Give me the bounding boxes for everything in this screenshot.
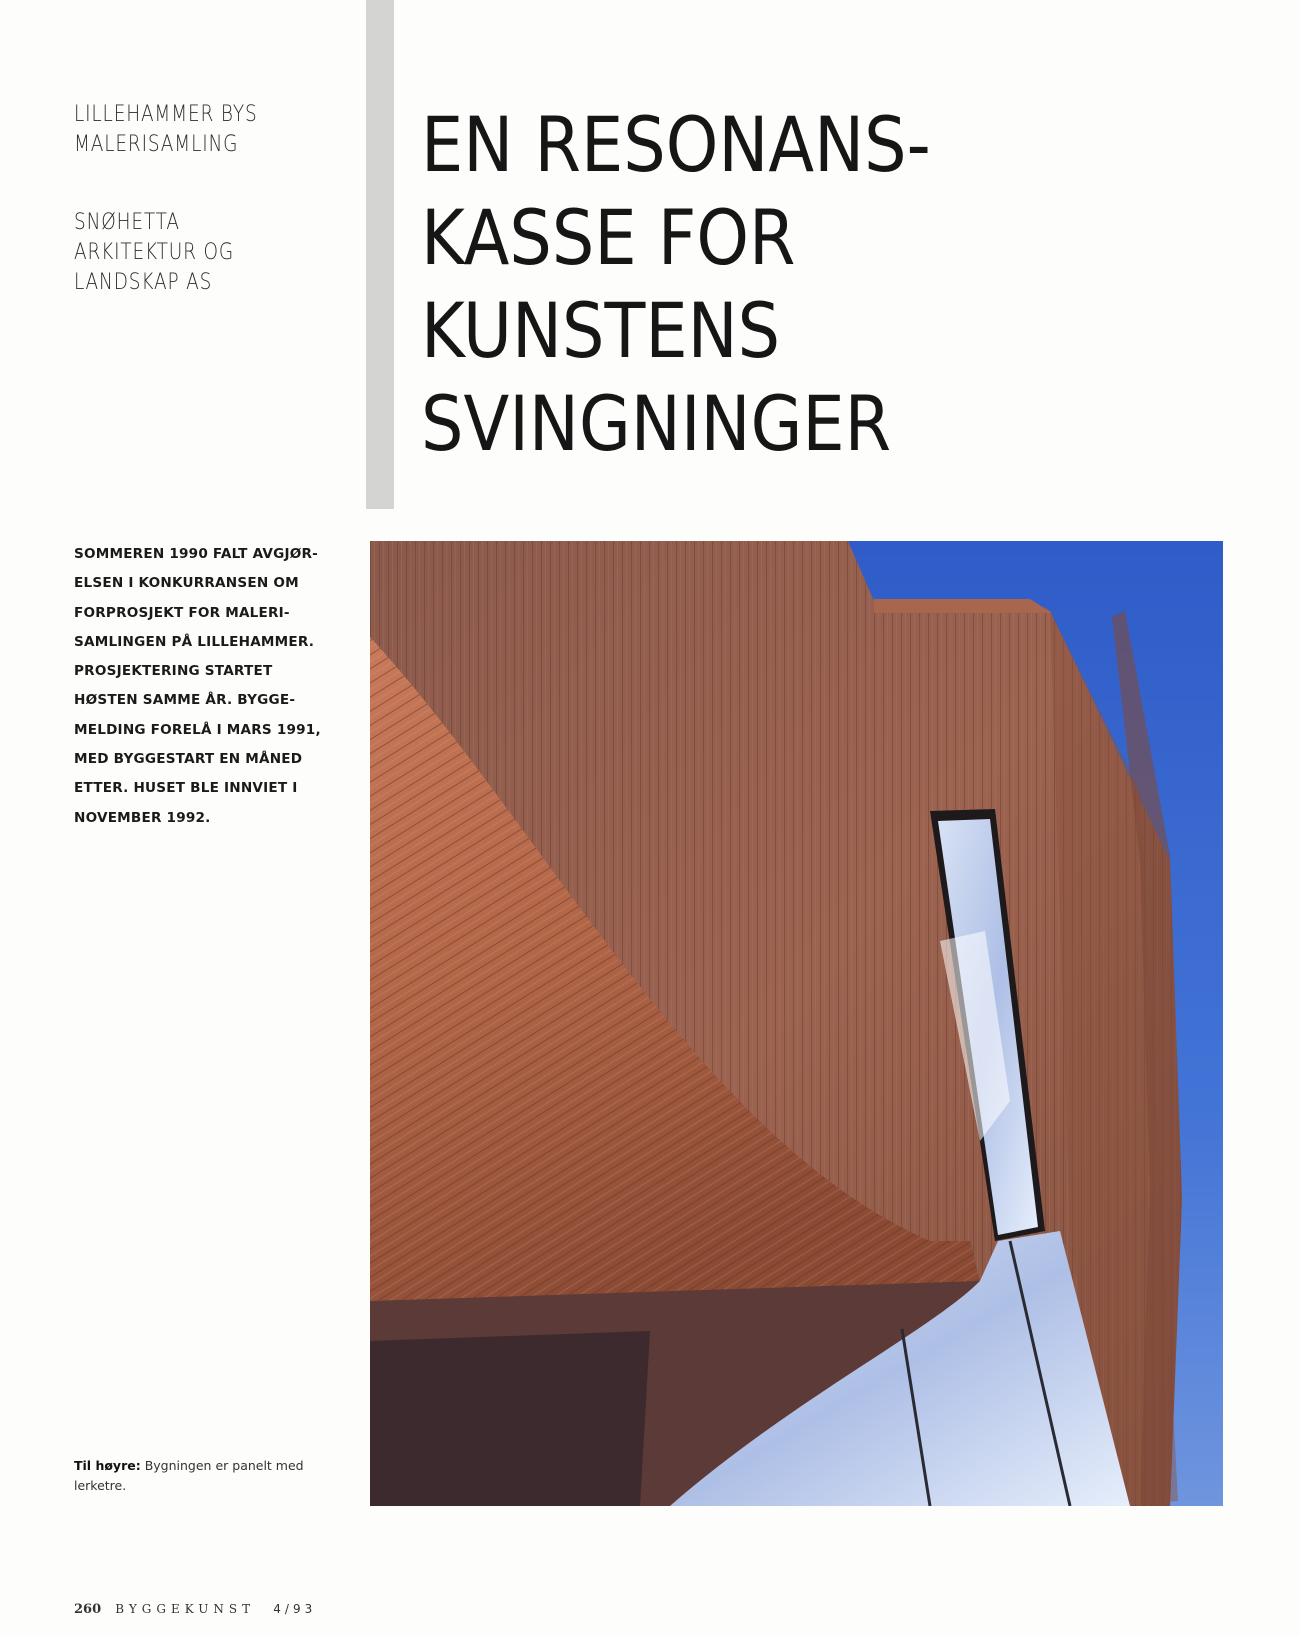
- page-footer: [74, 1602, 316, 1617]
- kicker-line: LILLEHAMMER BYS: [74, 102, 258, 127]
- headline-line: EN RESONANS-: [421, 100, 931, 189]
- photo-caption: [74, 1456, 344, 1496]
- intro-line: HØSTEN SAMME ÅR. BYGGE-: [74, 692, 296, 709]
- issue-number: 4/93: [273, 1602, 317, 1616]
- kicker-line: LANDSKAP AS: [74, 270, 213, 295]
- intro-line: ETTER. HUSET BLE INNVIET I: [74, 780, 298, 797]
- architect-kicker: [74, 208, 234, 298]
- headline-line: KASSE FOR: [421, 193, 796, 282]
- intro-line: MELDING FORELÅ I MARS 1991,: [74, 721, 321, 738]
- intro-line: SOMMEREN 1990 FALT AVGJØR-: [74, 546, 318, 562]
- series-kicker: [74, 100, 258, 160]
- intro-line: FORPROSJEKT FOR MALERI-: [74, 604, 290, 621]
- kicker-line: ARKITEKTUR OG: [74, 240, 235, 265]
- intro-line: ELSEN I KONKURRANSEN OM: [74, 575, 299, 592]
- grey-accent-band: [366, 0, 394, 509]
- page-number: 260: [74, 1602, 102, 1617]
- intro-line: MED BYGGESTART EN MÅNED: [74, 751, 303, 768]
- intro-line: PROSJEKTERING STARTET: [74, 663, 273, 680]
- magazine-name: BYGGEKUNST: [115, 1602, 256, 1616]
- intro-line: NOVEMBER 1992.: [74, 809, 211, 826]
- kicker-line: SNØHETTA: [74, 210, 180, 235]
- caption-lead: Til høyre:: [74, 1458, 141, 1473]
- caption-text: Bygningen er panelt med lerketre.: [74, 1458, 304, 1493]
- headline-line: KUNSTENS: [421, 286, 781, 375]
- article-headline: [421, 98, 1125, 470]
- building-photo: [370, 541, 1223, 1506]
- intro-line: SAMLINGEN PÅ LILLEHAMMER.: [74, 633, 315, 650]
- headline-line: SVINGNINGER: [421, 379, 892, 468]
- kicker-line: MALERISAMLING: [74, 132, 239, 157]
- intro-paragraph: [74, 540, 394, 833]
